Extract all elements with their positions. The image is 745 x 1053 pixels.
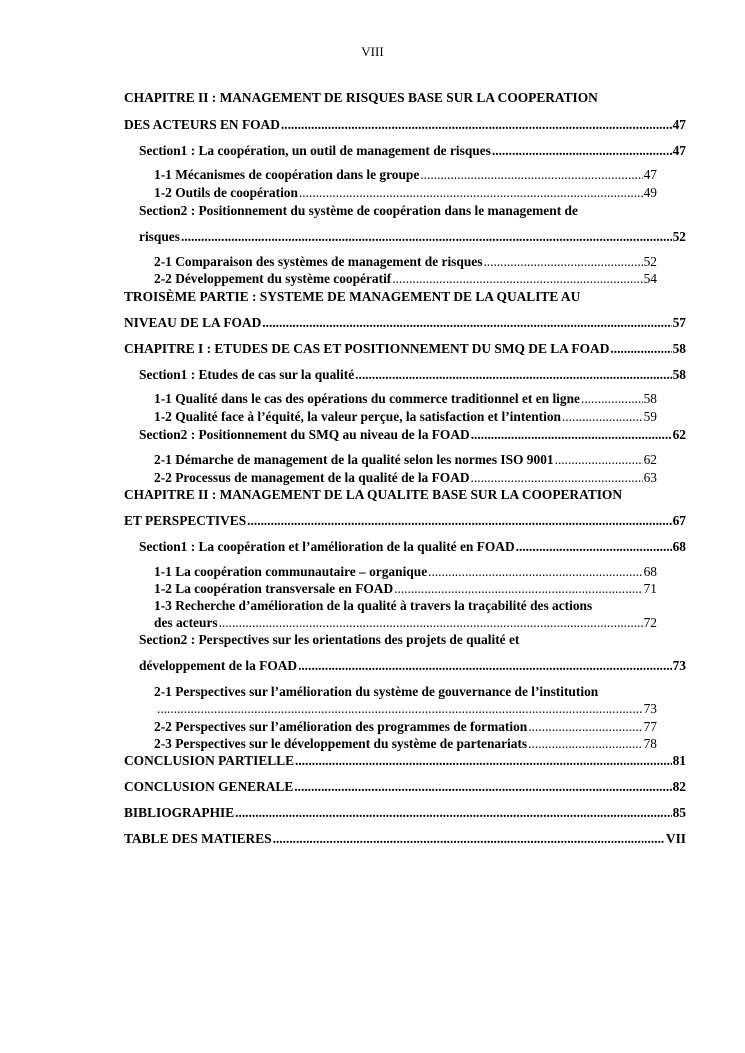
toc-entry-title: 2-3 Perspectives sur le développement du système de partenariats [154, 736, 528, 751]
dot-leader [610, 340, 671, 357]
dot-leader [392, 270, 642, 287]
toc-entry[interactable] [154, 184, 657, 201]
toc-entry-page: 52 [672, 229, 686, 244]
toc-entry-title: ET PERSPECTIVES [124, 513, 247, 528]
dot-leader [262, 314, 671, 331]
toc-entry[interactable] [154, 166, 657, 183]
dot-leader [420, 166, 642, 183]
toc-entry-page: 68 [643, 564, 657, 579]
toc-entry-page: 58 [672, 367, 686, 382]
toc-entry-title: CHAPITRE I : ETUDES DE CAS ET POSITIONNEMENT DU SMQ DE LA FOAD [124, 341, 610, 356]
toc-entry-page: 52 [643, 254, 657, 269]
toc-entry[interactable] [139, 228, 686, 245]
dot-leader [394, 580, 642, 597]
dot-leader [581, 390, 643, 407]
dot-leader [273, 830, 665, 847]
dot-leader [294, 778, 671, 795]
dot-leader [355, 366, 671, 383]
dot-leader [471, 469, 643, 486]
toc-entry-page: 54 [643, 271, 657, 286]
toc-entry-title-line: Section2 : Perspectives sur les orientations des projets de qualité et [139, 632, 520, 647]
toc-entry-page: 85 [672, 805, 686, 820]
toc-entry-title: des acteurs [154, 615, 218, 630]
toc-entry-title: 1-1 Mécanismes de coopération dans le groupe [154, 167, 420, 182]
toc-entry-page: 71 [643, 581, 657, 596]
toc-entry-title-line: Section2 : Positionnement du système de coopération dans le management de [139, 203, 578, 218]
toc-entry-title: 2-2 Développement du système coopératif [154, 271, 392, 286]
dot-leader [528, 735, 642, 752]
toc-entry[interactable] [154, 270, 657, 287]
toc-entry-title: 1-1 Qualité dans le cas des opérations du commerce traditionnel et en ligne [154, 391, 580, 406]
toc-entry-title: Section2 : Positionnement du SMQ au niveau de la FOAD [139, 427, 470, 442]
dot-leader [528, 718, 642, 735]
toc-entry[interactable] [124, 512, 686, 529]
toc-entry[interactable] [154, 408, 657, 425]
dot-leader [492, 142, 672, 159]
toc-entry[interactable] [124, 778, 686, 795]
dot-leader [219, 614, 643, 631]
toc-entry[interactable] [139, 538, 686, 555]
toc-entry-page: 68 [672, 539, 686, 554]
toc-entry[interactable] [124, 340, 686, 357]
toc-entry-title: 1-2 Qualité face à l’équité, la valeur perçue, la satisfaction et l’intention [154, 409, 561, 424]
toc-entry-title: Section1 : Etudes de cas sur la qualité [139, 367, 355, 382]
toc-entry-page: 58 [672, 341, 686, 356]
dot-leader [298, 657, 672, 674]
toc-entry[interactable] [124, 804, 686, 821]
toc-entry-title: 1-2 La coopération transversale en FOAD [154, 581, 394, 596]
toc-entry-page: 62 [672, 427, 686, 442]
toc-entry-page: VII [665, 831, 686, 846]
toc-entry-page: 63 [643, 470, 657, 485]
toc-entry-title: risques [139, 229, 180, 244]
toc-entry-page: 62 [643, 452, 657, 467]
dot-leader [516, 538, 672, 555]
dot-leader [181, 228, 672, 245]
toc-entry-page: 59 [643, 409, 657, 424]
toc-entry-title-line: 2-1 Perspectives sur l’amélioration du système de gouvernance de l’institution [154, 684, 599, 699]
toc-entry-page: 67 [672, 513, 686, 528]
toc-entry-title: développement de la FOAD [139, 658, 298, 673]
toc-entry-page: 58 [643, 391, 657, 406]
toc-entry-title: 1-2 Outils de coopération [154, 185, 298, 200]
toc-entry[interactable] [154, 563, 657, 580]
toc-entry-title-line: TROISÈME PARTIE : SYSTEME DE MANAGEMENT DE LA QUALITE AU [124, 289, 581, 304]
toc-entry[interactable] [154, 253, 657, 270]
toc-entry[interactable] [139, 366, 686, 383]
toc-entry-page: 49 [643, 185, 657, 200]
toc-entry-page: 82 [672, 779, 686, 794]
toc-entry-title: 1-1 La coopération communautaire – organique [154, 564, 428, 579]
toc-entry-title: TABLE DES MATIERES [124, 831, 272, 846]
toc-entry[interactable] [124, 830, 686, 847]
toc-entry-page: 77 [643, 719, 657, 734]
toc-entry[interactable] [139, 142, 686, 159]
dot-leader [299, 184, 643, 201]
toc-entry[interactable] [124, 752, 686, 769]
toc-entry-title: BIBLIOGRAPHIE [124, 805, 235, 820]
dot-leader [483, 253, 642, 270]
toc-entry[interactable] [154, 390, 657, 407]
toc-entry-title: 2-1 Démarche de management de la qualité selon les normes ISO 9001 [154, 452, 554, 467]
toc-entry[interactable] [124, 116, 686, 133]
toc-entry[interactable] [154, 469, 657, 486]
toc-entry[interactable] [139, 426, 686, 443]
toc-entry-title-line: CHAPITRE II : MANAGEMENT DE RISQUES BASE SUR LA COOPERATION [124, 90, 598, 105]
toc-entry[interactable] [154, 614, 657, 631]
dot-leader [562, 408, 643, 425]
toc-entry-title: Section1 : La coopération et l’amélioration de la qualité en FOAD [139, 539, 515, 554]
toc-entry[interactable] [154, 718, 657, 735]
toc-entry-title: 2-1 Comparaison des systèmes de management de risques [154, 254, 483, 269]
toc-entry-page: 73 [643, 701, 657, 716]
toc-entry-page: 73 [672, 658, 686, 673]
toc-entry-title: NIVEAU DE LA FOAD [124, 315, 262, 330]
toc-entry-page: 47 [643, 167, 657, 182]
toc-entry-title-line: CHAPITRE II : MANAGEMENT DE LA QUALITE BASE SUR LA COOPERATION [124, 487, 623, 502]
toc-entry[interactable] [154, 451, 657, 468]
dot-leader [281, 116, 672, 133]
toc-entry[interactable] [154, 580, 657, 597]
dot-leader [471, 426, 672, 443]
toc-entry-title: CONCLUSION PARTIELLE [124, 753, 295, 768]
dot-leader [555, 451, 643, 468]
toc-entry-title: DES ACTEURS EN FOAD [124, 117, 280, 132]
dot-leader [247, 512, 671, 529]
toc-entry-page: 47 [672, 117, 686, 132]
toc-entry-page: 57 [672, 315, 686, 330]
dot-leader [295, 752, 672, 769]
toc-entry-title: Section1 : La coopération, un outil de management de risques [139, 143, 491, 158]
toc-entry-page: 72 [643, 615, 657, 630]
toc-entry-page: 47 [672, 143, 686, 158]
toc-entry[interactable] [124, 314, 686, 331]
toc-entry-title: CONCLUSION GENERALE [124, 779, 294, 794]
toc-entry-page: 78 [643, 736, 657, 751]
toc-entry[interactable] [156, 700, 657, 717]
dot-leader [428, 563, 642, 580]
dot-leader [157, 700, 643, 717]
toc-entry-title-line: 1-3 Recherche d’amélioration de la qualité à travers la traçabilité des actions [154, 598, 593, 613]
toc-entry[interactable] [139, 657, 686, 674]
toc-entry[interactable] [154, 735, 657, 752]
dot-leader [235, 804, 671, 821]
toc-entry-page: 81 [672, 753, 686, 768]
toc-entry-title: 2-2 Perspectives sur l’amélioration des programmes de formation [154, 719, 528, 734]
toc-entry-title: 2-2 Processus de management de la qualité de la FOAD [154, 470, 470, 485]
page-number: VIII [361, 44, 384, 59]
